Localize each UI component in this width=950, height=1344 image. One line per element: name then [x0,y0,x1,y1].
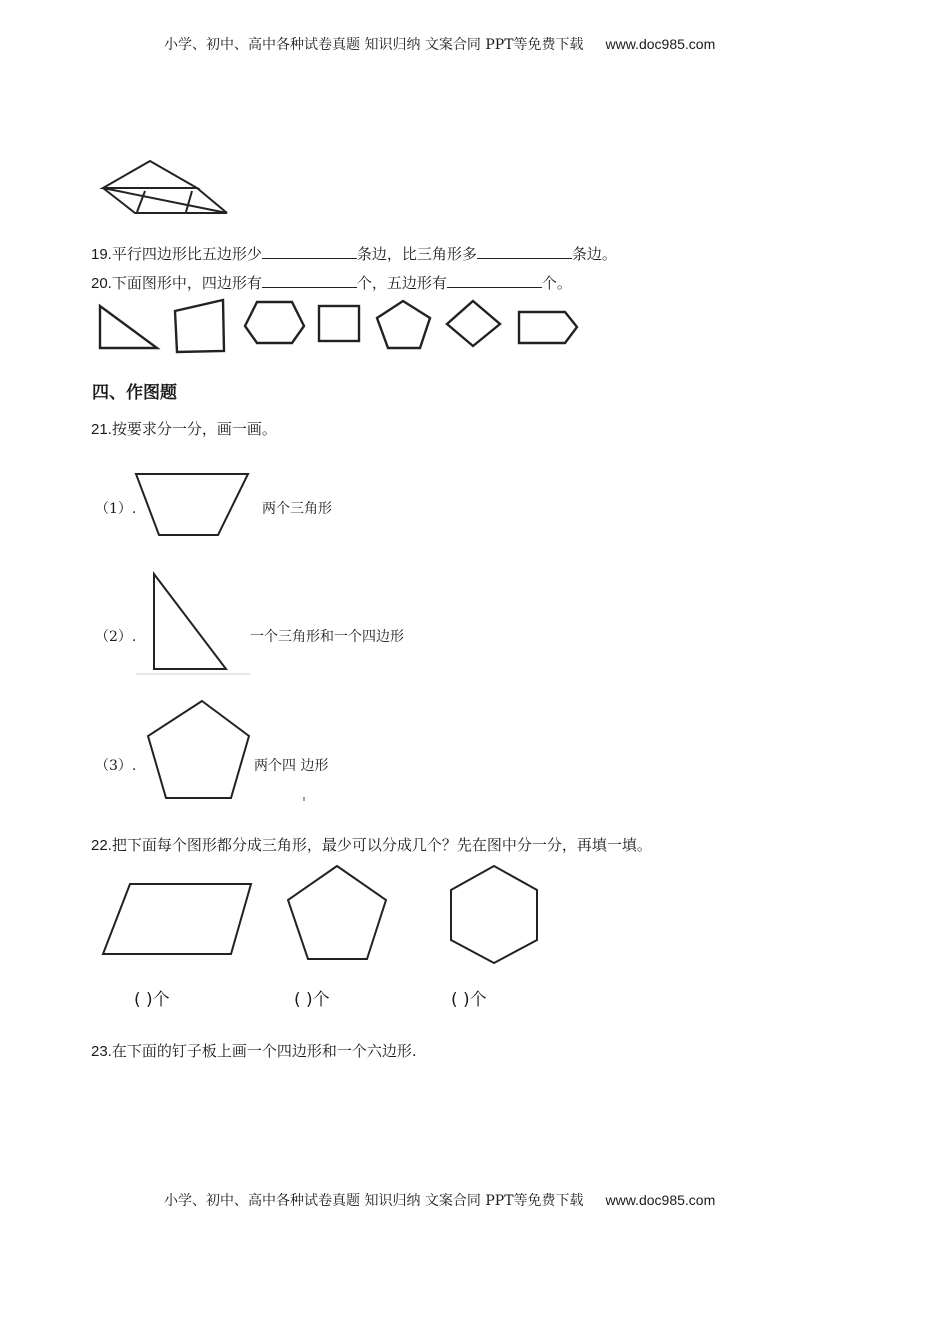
q20-part2: 个，五边形有 [356,274,447,292]
q22-answer-3[interactable]: ( )个 [451,990,487,1010]
q22-answer-2[interactable]: ( )个 [294,990,330,1010]
q21-item-2-desc: 一个三角形和一个四边形 [250,629,404,645]
q22-text: 把下面每个图形都分成三角形，最少可以分成几个？先在图中分一分，再填一填。 [111,836,652,854]
top-triangle-shape [103,161,197,188]
q21-item-1-label: （1）. [95,501,137,517]
section-title: 四、作图题 [92,383,177,403]
q23-text: 在下面的钉子板上画一个四边形和一个六边形. [111,1042,417,1060]
hexagon-shape [245,302,304,343]
question-number: 22. [91,837,112,854]
question-number: 19. [91,246,112,263]
q19-part2: 条边，比三角形多 [356,245,477,263]
trapezoid-figure[interactable] [134,470,252,540]
q20-shapes-row [95,296,585,358]
square-shape [319,306,359,341]
footer-url: www.doc985.com [605,1192,716,1208]
pentagon-figure[interactable] [144,698,254,804]
q20-part3: 个。 [541,274,572,292]
question-21 [91,418,277,439]
question-number: 20. [91,275,112,292]
pentagon-shape [377,301,430,348]
arrow-pentagon-shape [519,312,577,343]
q19-part3: 条边。 [571,245,617,263]
q21-item-3-desc: 两个四 边形 [254,758,329,774]
speck-mark [303,797,305,801]
question-20 [91,272,572,293]
pentagon-shape [288,866,386,959]
q19-blank-2[interactable] [477,244,572,259]
footer-text: 小学、初中、高中各种试卷真题 知识归纳 文案合同 PPT等免费下载 [164,1193,584,1209]
question-22 [91,834,652,855]
question-number: 21. [91,421,112,438]
q21-text: 按要求分一分，画一画。 [111,420,277,438]
parallelogram-shape [103,884,251,954]
pentagon-shape [148,701,249,798]
question-number: 23. [91,1043,112,1060]
bottom-left-shape [103,188,227,213]
rhombus-shape [447,301,500,346]
right-triangle-figure[interactable] [134,570,254,676]
question-23 [91,1040,417,1061]
page-footer [164,1190,715,1210]
header-text: 小学、初中、高中各种试卷真题 知识归纳 文案合同 PPT等免费下载 [164,37,584,53]
q21-item-1-desc: 两个三角形 [262,501,332,517]
triangle-split-figure [100,158,230,218]
header-url: www.doc985.com [605,36,716,52]
q19-blank-1[interactable] [262,244,357,259]
page-header [164,34,715,54]
q22-answer-1[interactable]: ( )个 [134,990,170,1010]
question-19 [91,243,617,264]
q19-part1: 平行四边形比五边形少 [111,245,262,263]
q20-blank-2[interactable] [447,273,542,288]
trapezoid-shape [136,474,248,535]
right-triangle-shape [154,574,226,669]
q20-blank-1[interactable] [262,273,357,288]
hexagon-shape [451,866,537,963]
q21-item-2-label: （2）. [95,629,137,645]
quadrilateral-shape [175,300,224,352]
q20-part1: 下面图形中，四边形有 [111,274,262,292]
right-triangle-shape [100,306,157,348]
q21-item-3-label: （3）. [95,758,137,774]
q22-shapes-row[interactable] [100,862,545,970]
